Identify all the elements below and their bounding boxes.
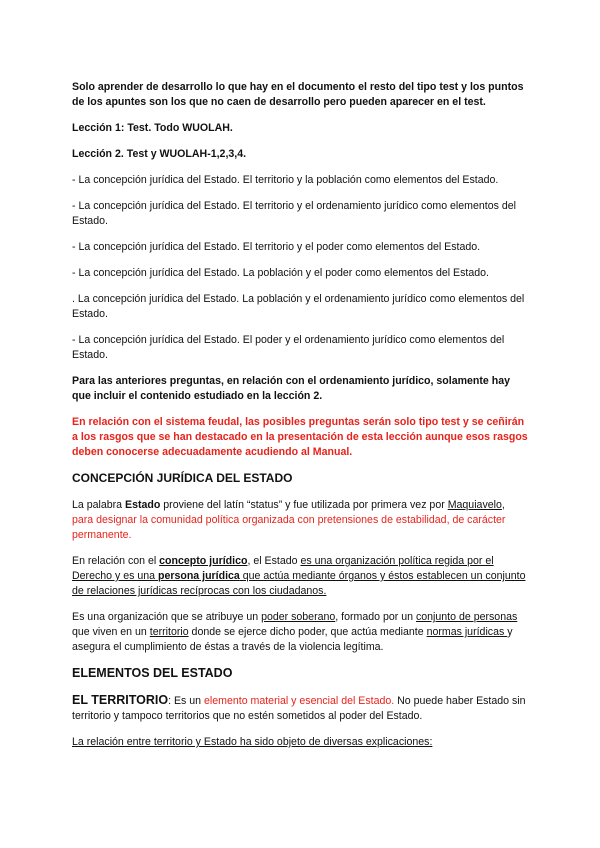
leccion-1-line: Lección 1: Test. Todo WUOLAH.: [72, 122, 233, 134]
heading-concepcion-juridica: CONCEPCIÓN JURÍDICA DEL ESTADO: [72, 471, 293, 485]
list-item: - La concepción jurídica del Estado. La población y el poder como elementos del Estado.: [72, 267, 489, 279]
heading-elementos-estado: ELEMENTOS DEL ESTADO: [72, 666, 233, 680]
paragraph-relacion-territorio: La relación entre territorio y Estado ha sido objeto de diversas explicaciones:: [72, 736, 433, 748]
term-el-territorio: EL TERRITORIO: [72, 693, 169, 707]
list-item: - La concepción jurídica del Estado. El territorio y el poder como elementos del Estado.: [72, 241, 481, 253]
term-concepto-juridico: concepto jurídico: [159, 555, 248, 567]
list-item: - La concepción jurídica del Estado. El territorio y el ordenamiento jurídico como elementos del Estado.: [72, 200, 516, 227]
term-poder-soberano: poder soberano: [261, 611, 336, 623]
document-body: [72, 80, 528, 761]
term-conjunto-personas: conjunto de personas: [415, 611, 518, 623]
term-maquiavelo: Maquiavelo: [447, 499, 502, 511]
note-ordenamiento: Para las anteriores preguntas, en relación con el ordenamiento jurídico, solamente hay que incluir el contenido estudiado en la lección 2.: [72, 375, 511, 402]
paragraph-estado-origen: La palabra Estado proviene del latín “status” y fue utilizada por primera vez por Maquiavelo, para designar la comunidad política organizada con pretensiones de estabilidad, de carácter permanente.: [72, 499, 506, 541]
term-territorio: territorio: [149, 626, 189, 638]
definition-red: para designar la comunidad política organizada con pretensiones de estabilidad, de carácter permanente.: [72, 514, 506, 541]
paragraph-territorio: EL TERRITORIO: Es un elemento material y esencial del Estado. No puede haber Estado sin territorio y tampoco territorios que no estén sometidos al poder del Estado.: [72, 693, 526, 722]
list-item: - La concepción jurídica del Estado. El poder y el ordenamiento jurídico como elementos del Estado.: [72, 334, 505, 361]
list-item: . La concepción jurídica del Estado. La población y el ordenamiento jurídico como elementos del Estado.: [72, 293, 525, 320]
term-normas-juridicas: normas jurídicas: [426, 626, 508, 638]
term-persona-juridica: persona jurídica: [157, 570, 240, 582]
term-estado: Estado: [125, 499, 161, 511]
list-item: - La concepción jurídica del Estado. El territorio y la población como elementos del Estado.: [72, 174, 499, 186]
paragraph-organizacion: Es una organización que se atribuye un poder soberano, formado por un conjunto de personas que viven en un territorio donde se ejerce dicho poder, que actúa mediante normas jurídicas y asegura el cumplimiento de éstas a través de la violencia legítima.: [72, 611, 518, 653]
intro-paragraph: Solo aprender de desarrollo lo que hay en el documento el resto del tipo test y los puntos de los apuntes son los que no caen de desarrollo pero pueden aparecer en el test.: [72, 81, 524, 108]
note-feudal: En relación con el sistema feudal, las posibles preguntas serán solo tipo test y se ceñirán a los rasgos que se han destacado en la presentación de esta lección aunque esos rasgos deben conocerse adecuadamente acudiendo al Manual.: [72, 416, 528, 458]
paragraph-concepto-juridico: En relación con el concepto jurídico, el Estado es una organización política regida por el Derecho y es una persona jurídica que actúa mediante órganos y éstos establecen un conjunto de relaciones jurídicas recíprocas con los ciudadanos.: [72, 555, 526, 597]
leccion-2-line: Lección 2. Test y WUOLAH-1,2,3,4.: [72, 148, 247, 160]
